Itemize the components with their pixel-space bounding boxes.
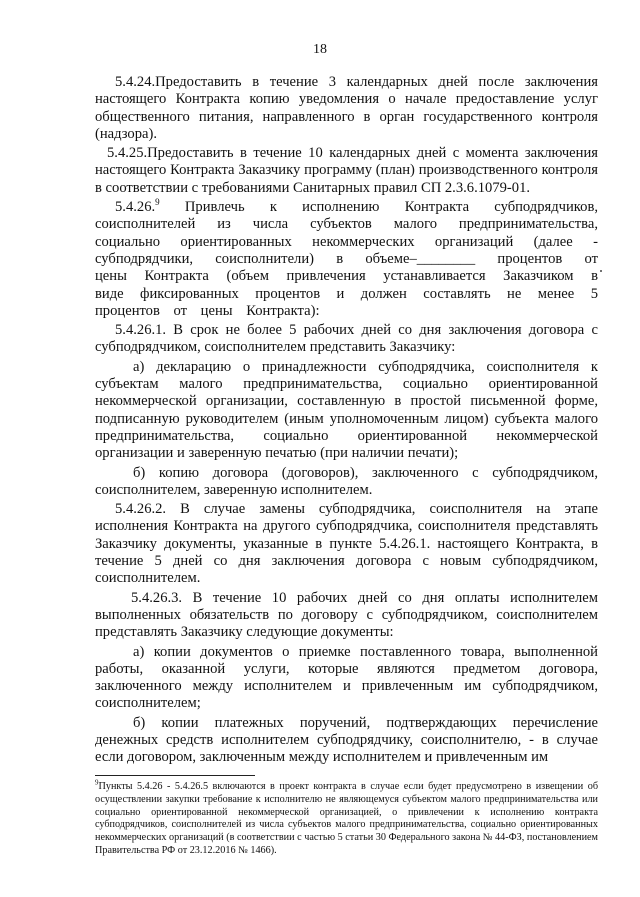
paragraph-5-4-26-2: 5.4.26.2. В случае замены субподрядчика, соисполнителя на этапе исполнения Контракта на другого субподрядчика, соисполнителя представлять Заказчику документы, указанные в пункте 5.4.26.1. настоящего Контракта, в течение 5 дней со дня заключения договора с новым субподрядчиком, соисполнителем. [95,501,598,587]
footnote-mark: 9 [95,778,99,787]
paragraph-item-b-payment-orders: б) копии платежных поручений, подтверждающих перечисление денежных средств исполнителем субподрядчику, соисполнителю, - в случае если договором, заключенным между исполнителем и привлеченным им [95,714,598,766]
paragraph-item-a-acceptance-docs: а) копии документов о приемке поставленного товара, выполненной работы, оказанной услуги, которые являются предметом договора, заключенного между исполнителем и привлеченным им субподрядчиком, соисполнителем; [95,643,598,712]
scan-speck [600,270,602,272]
footnote-reference: 9 [155,197,160,208]
paragraph-5-4-26-3: 5.4.26.3. В течение 10 рабочих дней со дня оплаты исполнителем выполненных обязательств по договору с субподрядчиком, соисполнителем представлять Заказчику следующие документы: [95,589,598,641]
page-number: 18 [313,42,327,57]
footnote-text: Пункты 5.4.26 - 5.4.26.5 включаются в проект контракта в случае если будет предусмотрено в извещении об осуществлении закупки требование к исполнителю не являющемуся субъектом малого предпринимательства или социально ориентированной некоммерческой организацией, о привлечении к исполнению контракта субподрядчиков, соисполнителей из числа субъектов малого предпринимательства, социально ориентированных некоммерческих организаций (в соответствии с частью 5 статьи 30 Федерального закона № 44-ФЗ, постановлением Правительства РФ от 23.12.2016 № 1466). [95,781,598,856]
paragraph-item-b-contract-copy: б) копию договора (договоров), заключенного с субподрядчиком, соисполнителем, заверенную исполнителем. [95,464,598,498]
paragraph-number: 5.4.26. [115,199,156,216]
footnote-separator [95,775,255,776]
paragraph-5-4-24: 5.4.24.Предоставить в течение 3 календарных дней после заключения настоящего Контракта копию уведомления о начале предоставление услуг общественного питания, направленного в орган государственного контроля (надзора). [95,74,598,142]
paragraph-5-4-26-1: 5.4.26.1. В срок не более 5 рабочих дней со дня заключения договора с субподрядчиком, соисполнителем представить Заказчику: [95,322,598,356]
footnote [95,778,598,858]
paragraph-text: Привлечь к исполнению Контракта субподрядчиков, соисполнителей из числа субъектов малого предпринимательства, социально ориентированных некоммерческих организаций (далее - субподрядчики, соисполнители) в объеме–________ процентов от цены Контракта (объем привлечения устанавливается Заказчиком в виде фиксированных процентов и должен составлять не менее 5 процентов от цены Контракта): [95,199,598,319]
document-body [95,74,598,769]
paragraph-5-4-25: 5.4.25.Предоставить в течение 10 календарных дней с момента заключения настоящего Контракта Заказчику программу (план) производственного контроля в соответствии с требованиями Санитарных правил СП 2.3.6.1079-01. [95,145,598,196]
paragraph-item-a-declaration: а) декларацию о принадлежности субподрядчика, соисполнителя к субъектам малого предпринимательства, социально ориентированной некоммерческой организации, составленную в простой письменной форме, подписанную руководителем (иным уполномоченным лицом) субъекта малого предпринимательства, социально ориентированной некоммерческой организации и заверенную печатью (при наличии печати); [95,358,598,462]
paragraph-5-4-26 [95,199,598,320]
